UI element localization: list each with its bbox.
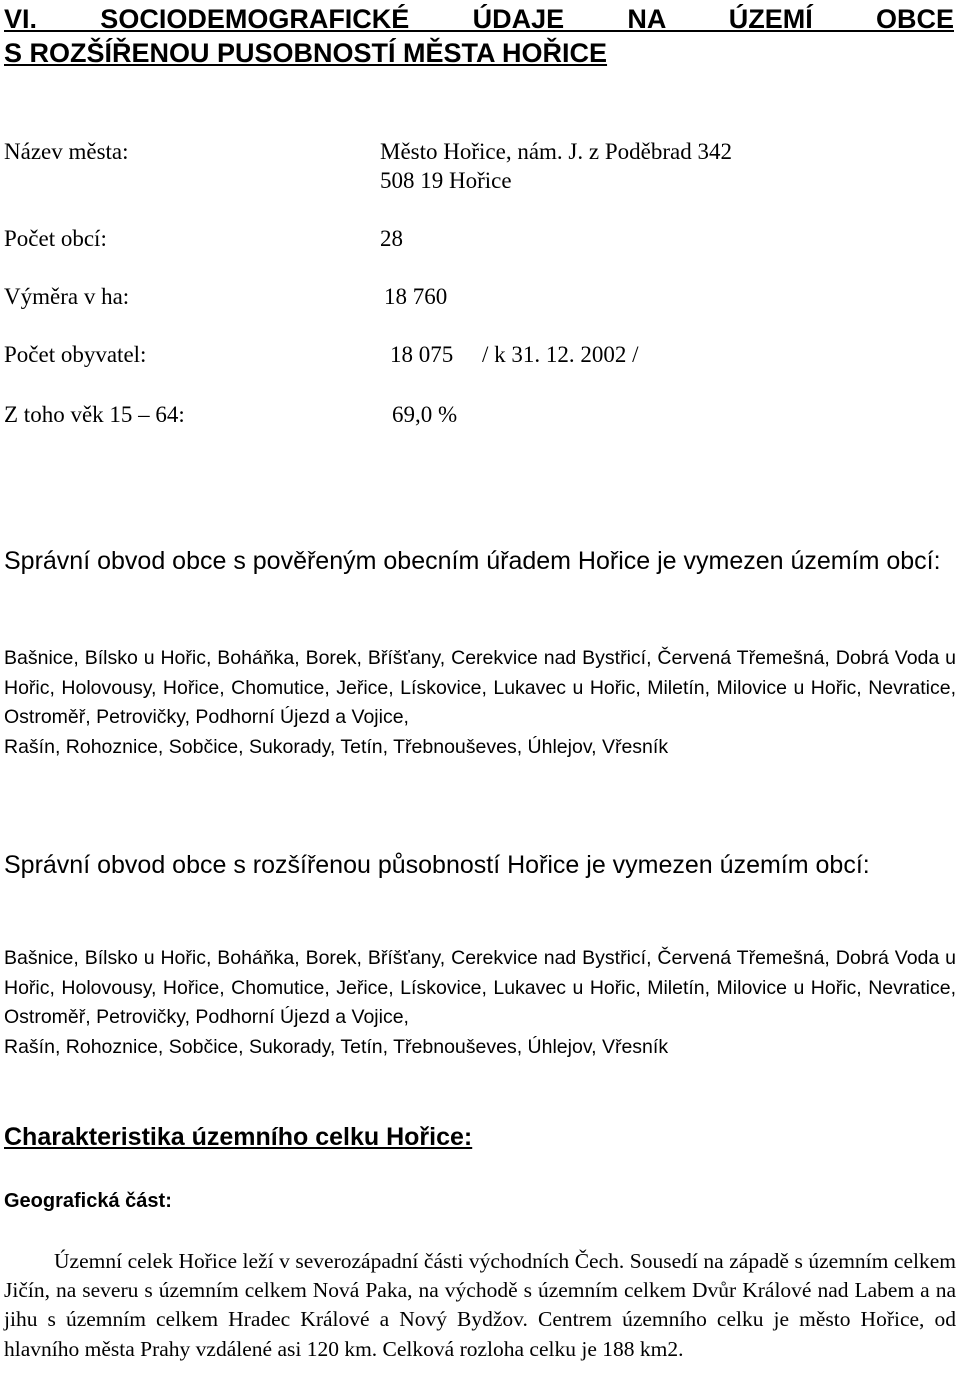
nazev-value-line2: 508 19 Hořice (380, 168, 512, 193)
section2-heading: Správní obvod obce s rozšířenou působností Hořice je vymezen územím obcí: (4, 851, 870, 879)
info-row-vymera (4, 283, 448, 311)
info-row-obci (4, 225, 403, 253)
title-line-1: VI. SOCIODEMOGRAFICKÉ ÚDAJE NA ÚZEMÍ OBCE (4, 4, 954, 34)
geo-label: Geografická část: (4, 1190, 172, 1212)
section1-list-last: Rašín, Rohoznice, Sobčice, Sukorady, Tetín, Třebnouševes, Úhlejov, Vřesník (4, 735, 669, 758)
section2-municipalities (4, 944, 956, 1062)
vymera-value: 18 760 (384, 284, 448, 309)
info-row-nazev (4, 138, 732, 166)
document-title (4, 2, 954, 70)
info-row-vek (4, 401, 458, 429)
obci-label: Počet obcí: (4, 226, 107, 251)
characteristics-heading: Charakteristika územního celku Hořice: (4, 1123, 473, 1151)
obyvatel-value: 18 075 / k 31. 12. 2002 / (390, 342, 639, 367)
section2-list-last: Rašín, Rohoznice, Sobčice, Sukorady, Tetín, Třebnouševes, Úhlejov, Vřesník (4, 1035, 669, 1058)
vymera-label: Výměra v ha: (4, 284, 130, 309)
nazev-value-line1: Město Hořice, nám. J. z Poděbrad 342 (380, 139, 732, 164)
section1-municipalities (4, 644, 956, 762)
geo-text: Územní celek Hořice leží v severozápadní části východních Čech. Sousedí na západě s územním celkem Jičín, na severu s územním celkem Nová Paka, na východě s územním celkem Dvůr Králové nad Labem a na jihu s územním celkem Hradec Králové a Nový Bydžov. Centrem územního celku je město Hořice, od hlavního města Prahy vzdálené asi 120 km. Celková rozloha celku je 188 km2. (4, 1249, 956, 1361)
section1-list-main: Bašnice, Bílsko u Hořic, Boháňka, Borek, Bříšťany, Cerekvice nad Bystřicí, Červená Třemešná, Dobrá Voda u Hořic, Holovousy, Hořice, Chomutice, Jeřice, Lískovice, Lukavec u Hořic, Miletín, Milovice u Hořic, Nevratice, Ostroměř, Petrovičky, Podhorní Újezd a Vojice, (4, 647, 956, 728)
obci-value: 28 (380, 226, 403, 251)
obyvatel-label: Počet obyvatel: (4, 342, 147, 367)
vek-value: 69,0 % (392, 402, 458, 427)
section1-heading: Správní obvod obce s pověřeným obecním úřadem Hořice je vymezen územím obcí: (4, 547, 941, 575)
title-line-2: S ROZŠÍŘENOU PUSOBNOSTÍ MĚSTA HOŘICE (4, 38, 608, 68)
section2-list-main: Bašnice, Bílsko u Hořic, Boháňka, Borek, Bříšťany, Cerekvice nad Bystřicí, Červená Třemešná, Dobrá Voda u Hořic, Holovousy, Hořice, Chomutice, Jeřice, Lískovice, Lukavec u Hořic, Miletín, Milovice u Hořic, Nevratice, Ostroměř, Petrovičky, Podhorní Újezd a Vojice, (4, 947, 956, 1028)
nazev-label: Název města: (4, 139, 129, 164)
info-row-obyvatel (4, 341, 639, 369)
geo-paragraph (4, 1247, 956, 1364)
vek-label: Z toho věk 15 – 64: (4, 402, 185, 427)
